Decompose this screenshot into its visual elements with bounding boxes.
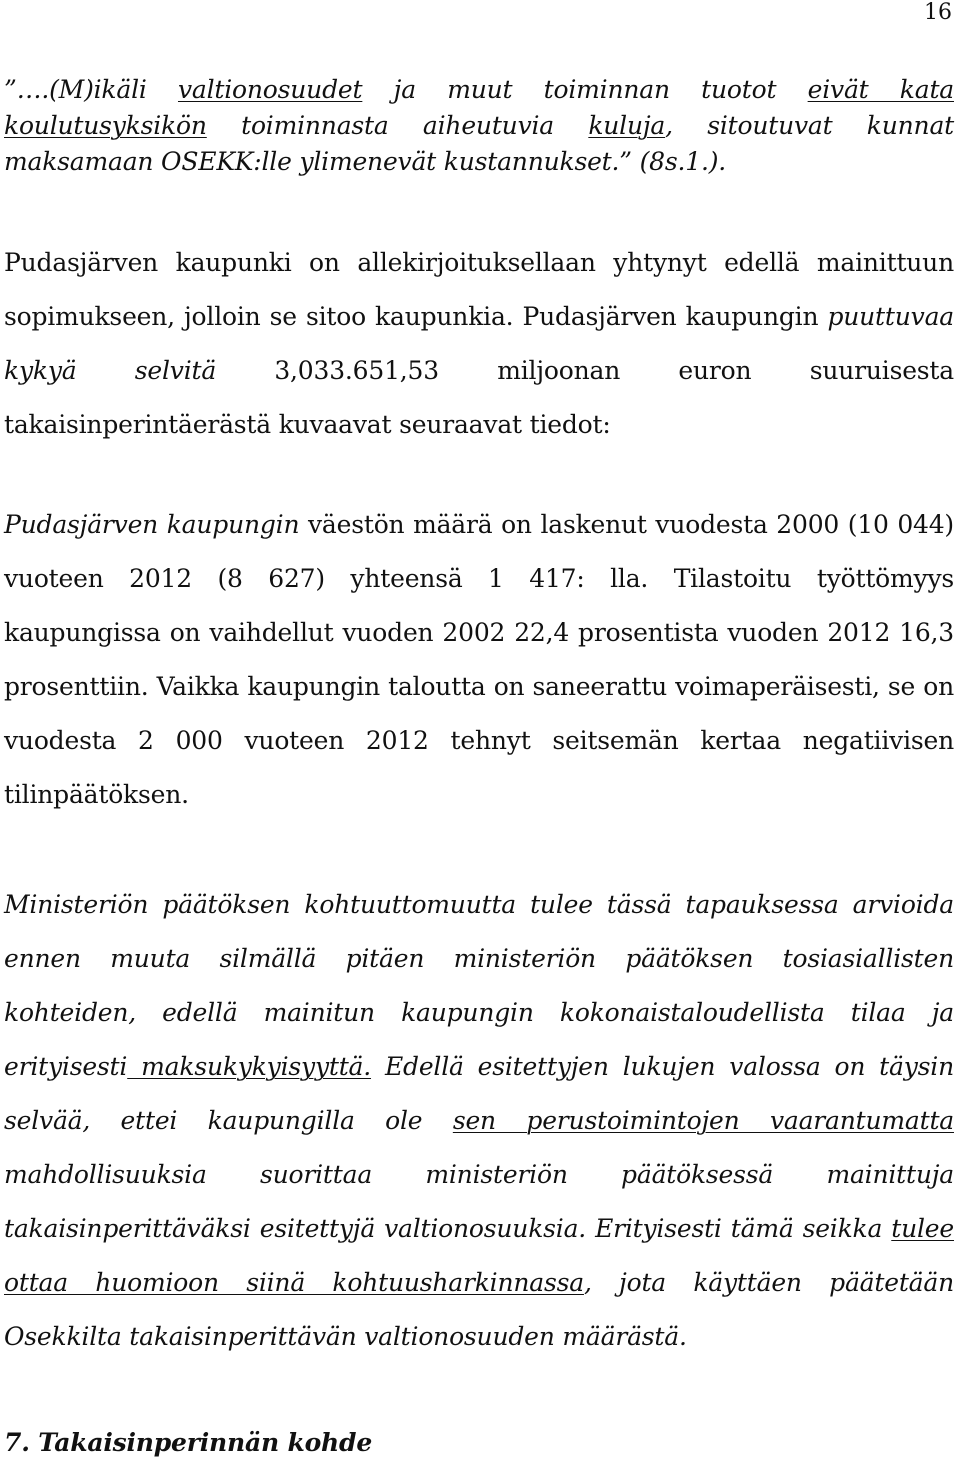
quote-text: valtionosuudet (177, 75, 363, 104)
paragraph-text: puuttuvaa kykyä selvitä (4, 302, 954, 385)
paragraph-text: , jota käyttäen päätetään Osekkilta takaisinperittävän valtionosuuden määrästä. (4, 1268, 954, 1351)
paragraph-text: 3,033.651,53 miljoonan euron suuruisesta takaisinperintäerästä kuvaavat seuraavat tiedot: (4, 356, 954, 439)
paragraph-text: tulee ottaa huomioon siinä kohtuusharkinnassa (4, 1214, 954, 1297)
statistics-paragraph (4, 498, 954, 822)
ministry-decision-paragraph (4, 878, 954, 1364)
quote-text: , sitoutuvat kunnat maksamaan OSEKK:lle ylimenevät kustannukset.” (8s.1.). (4, 111, 954, 176)
quote-text: ja muut toiminnan tuotot (362, 75, 808, 104)
paragraph-text: maksukykyisyyttä. (127, 1052, 372, 1081)
quote-text: kuluja (588, 111, 666, 140)
paragraph-text: Ministeriön päätöksen kohtuuttomuutta tulee tässä tapauksessa arvioida ennen muuta silmällä pitäen ministeriön päätöksen tosiasiallisten kohteiden, edellä mainitun kaupungin kokonaistaloudellista tilaa ja erityisesti (4, 890, 954, 1081)
quote-text: ”….(M)ikäli (4, 75, 178, 104)
paragraph-text: Pudasjärven kaupunki on allekirjoituksellaan yhtynyt edellä mainittuun sopimukseen, jolloin se sitoo kaupunkia. Pudasjärven kaupungin (4, 248, 954, 331)
paragraph-text: väestön määrä on laskenut vuodesta 2000 (10 044) vuoteen 2012 (8 627) yhteensä 1 417: lla. Tilastoitu työttömyys kaupungissa on vaihdellut vuoden 2002 22,4 prosentista vuoden 2012 16,3 prosenttiin. Vaikka kaupungin taloutta on saneerattu voimaperäisesti, se on vuodesta 2 000 vuoteen 2012 tehnyt seitsemän kertaa negatiivisen tilinpäätöksen. (4, 510, 954, 809)
quote-text: toiminnasta aiheutuvia (206, 111, 589, 140)
paragraph-text: Pudasjärven kaupungin (4, 510, 300, 539)
agreement-paragraph (4, 236, 954, 452)
paragraph-text: Edellä esitettyjen lukujen valossa on täysin selvää, ettei kaupungilla ole (4, 1052, 954, 1135)
quote-text: eivät kata koulutusyksikön (4, 75, 954, 140)
quote-paragraph (4, 72, 954, 180)
paragraph-text: sen perustoimintojen vaarantumatta (452, 1106, 954, 1135)
page-number: 16 (924, 0, 952, 25)
paragraph-text: mahdollisuuksia suorittaa ministeriön päätöksessä mainittuja takaisinperittäväksi esitettyjä valtionosuuksia. Erityisesti tämä seikka (4, 1160, 954, 1243)
section-heading: 7. Takaisinperinnän kohde (4, 1428, 373, 1457)
